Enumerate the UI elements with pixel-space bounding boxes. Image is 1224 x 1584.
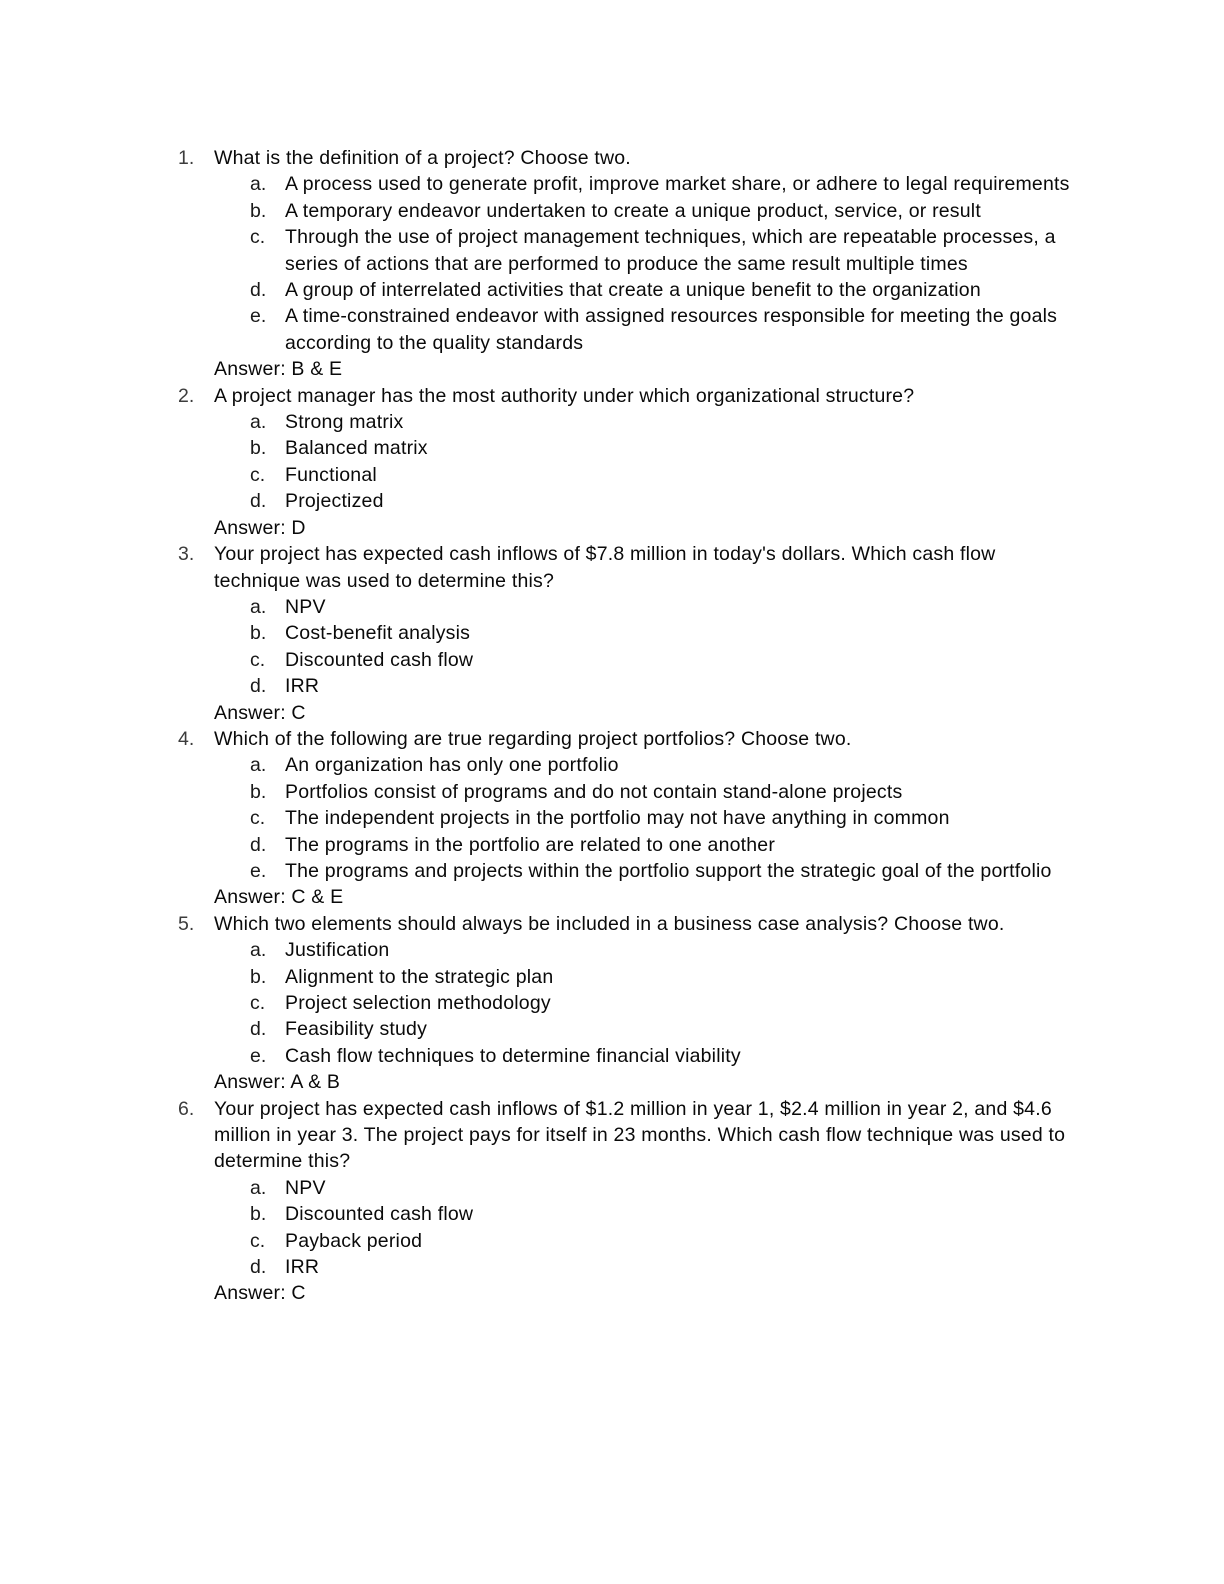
option-item[interactable]: [214, 224, 1070, 277]
option-text: Discounted cash flow: [285, 648, 474, 671]
option-text: IRR: [285, 675, 320, 698]
option-item[interactable]: [214, 990, 1070, 1016]
answer-line: Answer: C: [214, 701, 306, 724]
option-text: Strong matrix: [285, 411, 404, 434]
option-marker: a.: [250, 411, 267, 434]
option-marker: c.: [250, 1229, 266, 1252]
option-item[interactable]: [214, 752, 1070, 778]
question-number: 4.: [178, 727, 195, 750]
option-item[interactable]: [214, 673, 1070, 699]
answer-line: Answer: D: [214, 516, 306, 539]
question-item: [178, 145, 1070, 383]
option-text: Projectized: [285, 490, 384, 513]
option-marker: c.: [250, 807, 266, 830]
option-marker: d.: [250, 833, 267, 856]
question-text: Your project has expected cash inflows of $7.8 million in today's dollars. Which cash flow technique was used to determine this?: [214, 543, 996, 592]
option-marker: c.: [250, 226, 266, 249]
option-text: NPV: [285, 1176, 326, 1199]
option-marker: e.: [250, 305, 267, 328]
option-marker: a.: [250, 754, 267, 777]
option-text: Through the use of project management techniques, which are repeatable processes, a series of actions that are performed to produce the same result multiple times: [285, 226, 1056, 275]
option-text: A temporary endeavor undertaken to create a unique product, service, or result: [285, 199, 981, 222]
option-item[interactable]: [214, 620, 1070, 646]
option-item[interactable]: [214, 277, 1070, 303]
option-marker: b.: [250, 1203, 267, 1226]
option-text: Justification: [285, 939, 390, 962]
option-marker: b.: [250, 622, 267, 645]
option-item[interactable]: [214, 462, 1070, 488]
option-list: [214, 594, 1070, 700]
option-text: Portfolios consist of programs and do not contain stand-alone projects: [285, 780, 903, 803]
option-list: [214, 752, 1070, 884]
option-marker: e.: [250, 1044, 267, 1067]
option-item[interactable]: [214, 779, 1070, 805]
question-item: [178, 1096, 1070, 1307]
question-number: 1.: [178, 147, 195, 169]
option-list: [214, 937, 1070, 1069]
option-marker: c.: [250, 992, 266, 1014]
option-text: An organization has only one portfolio: [285, 754, 619, 777]
option-text: Project selection methodology: [285, 992, 551, 1014]
option-text: Feasibility study: [285, 1018, 428, 1041]
question-item: [178, 541, 1070, 726]
option-marker: b.: [250, 199, 267, 222]
option-marker: c.: [250, 648, 266, 671]
option-item[interactable]: [214, 171, 1070, 197]
question-text: Your project has expected cash inflows of $1.2 million in year 1, $2.4 million in year 2, and $4.6 million in year 3. The project pays for itself in 23 months. Which cash flow technique was used to determine this?: [214, 1097, 1066, 1173]
option-marker: d.: [250, 490, 267, 513]
option-text: A group of interrelated activities that create a unique benefit to the organization: [285, 279, 981, 302]
option-marker: b.: [250, 780, 267, 803]
option-item[interactable]: [214, 1043, 1070, 1069]
option-item[interactable]: [214, 832, 1070, 858]
answer-line: Answer: B & E: [214, 358, 343, 381]
question-number: 5.: [178, 912, 195, 935]
option-text: Alignment to the strategic plan: [285, 965, 554, 988]
option-text: The programs in the portfolio are related to one another: [285, 833, 776, 856]
answer-line: Answer: C & E: [214, 886, 344, 909]
option-marker: d.: [250, 279, 267, 302]
question-list: [178, 145, 1070, 1307]
option-list: [214, 171, 1070, 356]
option-marker: a.: [250, 173, 267, 196]
option-text: NPV: [285, 595, 326, 618]
option-item[interactable]: [214, 409, 1070, 435]
option-marker: a.: [250, 595, 267, 618]
option-marker: d.: [250, 1018, 267, 1041]
option-marker: d.: [250, 1256, 267, 1279]
question-text: A project manager has the most authority under which organizational structure?: [214, 384, 915, 407]
option-text: Discounted cash flow: [285, 1203, 474, 1226]
option-list: [214, 409, 1070, 515]
question-text: Which two elements should always be included in a business case analysis? Choose two.: [214, 912, 1005, 935]
question-number: 2.: [178, 384, 195, 407]
answer-line: Answer: C: [214, 1282, 306, 1305]
option-marker: c.: [250, 463, 266, 486]
option-item[interactable]: [214, 858, 1070, 884]
option-marker: a.: [250, 1176, 267, 1199]
question-item: [178, 383, 1070, 541]
option-item[interactable]: [214, 1254, 1070, 1280]
option-text: Payback period: [285, 1229, 423, 1252]
option-item[interactable]: [214, 964, 1070, 990]
option-item[interactable]: [214, 198, 1070, 224]
option-marker: b.: [250, 965, 267, 988]
option-list: [214, 1175, 1070, 1281]
question-number: 6.: [178, 1097, 195, 1120]
option-item[interactable]: [214, 647, 1070, 673]
option-marker: e.: [250, 859, 267, 882]
option-text: The programs and projects within the portfolio support the strategic goal of the portfolio: [285, 859, 1052, 882]
option-marker: b.: [250, 437, 267, 460]
option-item[interactable]: [214, 435, 1070, 461]
option-marker: a.: [250, 939, 267, 962]
option-text: A process used to generate profit, improve market share, or adhere to legal requirements: [285, 173, 1070, 196]
option-text: The independent projects in the portfolio may not have anything in common: [285, 807, 950, 830]
option-item[interactable]: [214, 937, 1070, 963]
option-text: Cost-benefit analysis: [285, 622, 471, 645]
option-text: IRR: [285, 1256, 320, 1279]
option-item[interactable]: [214, 1228, 1070, 1254]
option-item[interactable]: [214, 1175, 1070, 1201]
option-item[interactable]: [214, 594, 1070, 620]
option-item[interactable]: [214, 1016, 1070, 1042]
option-text: Balanced matrix: [285, 437, 428, 460]
question-item: [178, 726, 1070, 911]
option-text: Cash flow techniques to determine financial viability: [285, 1044, 741, 1067]
option-item[interactable]: [214, 1201, 1070, 1227]
option-item[interactable]: [214, 303, 1070, 356]
option-text: Functional: [285, 463, 377, 486]
option-item[interactable]: [214, 805, 1070, 831]
question-text: What is the definition of a project? Choose two.: [214, 147, 631, 169]
question-number: 3.: [178, 543, 195, 566]
question-text: Which of the following are true regarding project portfolios? Choose two.: [214, 727, 852, 750]
question-item: [178, 911, 1070, 1096]
option-text: A time-constrained endeavor with assigned resources responsible for meeting the goals according to the quality standards: [285, 305, 1058, 354]
option-marker: d.: [250, 675, 267, 698]
option-item[interactable]: [214, 488, 1070, 514]
answer-line: Answer: A & B: [214, 1071, 341, 1094]
